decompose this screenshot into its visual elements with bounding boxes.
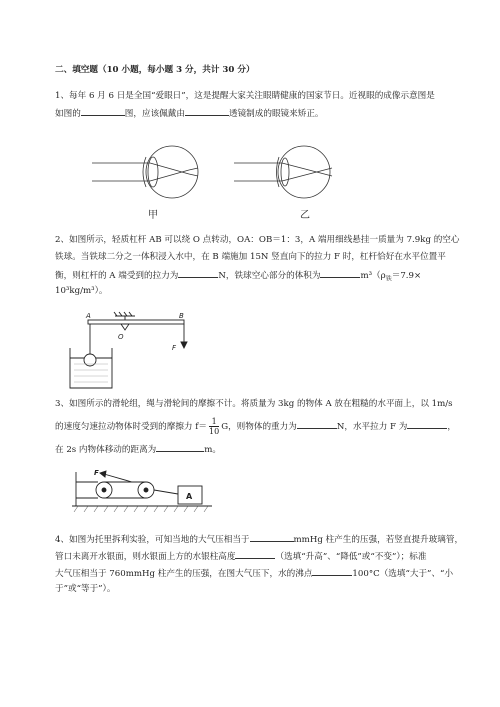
q3-pulley-diagram [72, 468, 222, 518]
pulley-label-A: A [186, 492, 193, 501]
q1-blank-lens[interactable] [185, 106, 229, 116]
q4-blank-pressure[interactable] [250, 532, 294, 542]
q2-blank-force[interactable] [178, 268, 218, 278]
q3-line1: 3、如图所示的滑轮组，绳与滑轮间的摩擦不计。将质量为 3kg 的物体 A 放在粗糙的水平面上，以 1m/s [55, 399, 453, 409]
eye-diagram-left [92, 146, 198, 198]
q1-line2 [55, 106, 324, 120]
lever-label-B: B [179, 312, 184, 320]
q2-text-d: ＝7.9× [391, 271, 422, 281]
q2-text-b: N，铁球空心部分的体积为 [218, 271, 321, 281]
q2-text-a: 衡，则杠杆的 A 端受到的拉力为 [55, 271, 179, 281]
q1-eye-diagrams [0, 130, 500, 250]
q3-blank-gravity[interactable] [297, 419, 337, 429]
q4-text-b: mmHg 柱产生的压强，若竖直提升玻璃管， [293, 535, 464, 545]
q3-line3 [55, 442, 221, 456]
q3-fraction [209, 417, 219, 436]
q4-line1 [55, 532, 463, 546]
q3-text-b: G，则物体的重力为 [221, 422, 297, 432]
fig-label-right: 乙 [300, 210, 310, 221]
q2-line3 [55, 268, 421, 286]
q3-line2 [55, 417, 456, 436]
q3-text-f: m。 [204, 445, 222, 455]
lever-label-O: O [118, 333, 124, 341]
ground-hatching [74, 506, 208, 512]
q1-text-b: 图，应该佩戴由 [124, 109, 185, 119]
q4-text-c: 管口未离开水银面，则水银面上方的水银柱高度 [55, 552, 236, 562]
q2-lever-diagram [60, 308, 260, 398]
q1-blank-figure[interactable] [81, 106, 125, 116]
q4-text-e: 大气压相当于 760mmHg 柱产生的压强，在图大气压下，水的沸点 [55, 569, 313, 579]
q4-text-a: 4、如图为托里拆利实验，可知当地的大气压相当于 [55, 535, 250, 545]
q4-line2 [55, 549, 426, 563]
q4-line3 [55, 566, 453, 580]
eye-diagram-right [234, 146, 332, 198]
q4-blank-boiling[interactable] [312, 566, 352, 576]
q4-text-f: 100°C（选填“大于”、“小 [352, 569, 454, 579]
section-heading: 二、填空题（10 小题，每小题 3 分，共计 30 分） [55, 65, 255, 75]
q3-frac-num: 1 [209, 417, 219, 427]
q3-frac-den: 10 [209, 427, 220, 436]
q2-text-c: m³（ρ [360, 271, 386, 281]
q2-line4: 10³kg/m³）。 [55, 286, 108, 296]
q1-text-c: 透镜制成的眼镜来矫正。 [228, 109, 324, 119]
q2-line1: 2、如图所示，轻质杠杆 AB 可以绕 O 点转动，OA：OB＝1：3，A 端用细线悬挂一质量为 7.9kg 的空心 [55, 235, 460, 245]
q4-blank-height[interactable] [235, 549, 275, 559]
q3-text-c: N，水平拉力 F 为 [336, 422, 408, 432]
q3-blank-distance[interactable] [156, 442, 204, 452]
q2-line2: 铁球。当铁球二分之一体积浸入水中，在 B 端施加 15N 竖直向下的拉力 F 时，杠杆恰好在水平位置平 [55, 252, 446, 262]
fig-label-left: 甲 [148, 210, 158, 221]
q4-text-d: （选填“升高”、“降低”或“不变”）；标准 [275, 552, 427, 562]
q3-text-e: 在 2s 内物体移动的距离为 [55, 445, 157, 455]
q3-text-a: 的速度匀速拉动物体时受到的摩擦力 f＝ [55, 422, 208, 432]
q2-blank-volume[interactable] [320, 268, 360, 278]
q3-text-d: ， [447, 422, 456, 432]
water-hatching [74, 364, 108, 382]
q4-line4: 于”或“等于”）。 [55, 584, 116, 594]
pulley-label-F: F [94, 469, 99, 477]
lever-label-F: F [172, 344, 177, 352]
q1-text-a: 如图的 [55, 109, 81, 119]
q2-rho-sub: 铁 [385, 275, 392, 283]
lever-label-A: A [86, 312, 91, 320]
q3-blank-force[interactable] [407, 419, 447, 429]
q1-line1: 1、每年 6 月 6 日是全国“爱眼日”，这是提醒大家关注眼睛健康的国家节日。近视眼的成像示意图是 [55, 91, 435, 101]
